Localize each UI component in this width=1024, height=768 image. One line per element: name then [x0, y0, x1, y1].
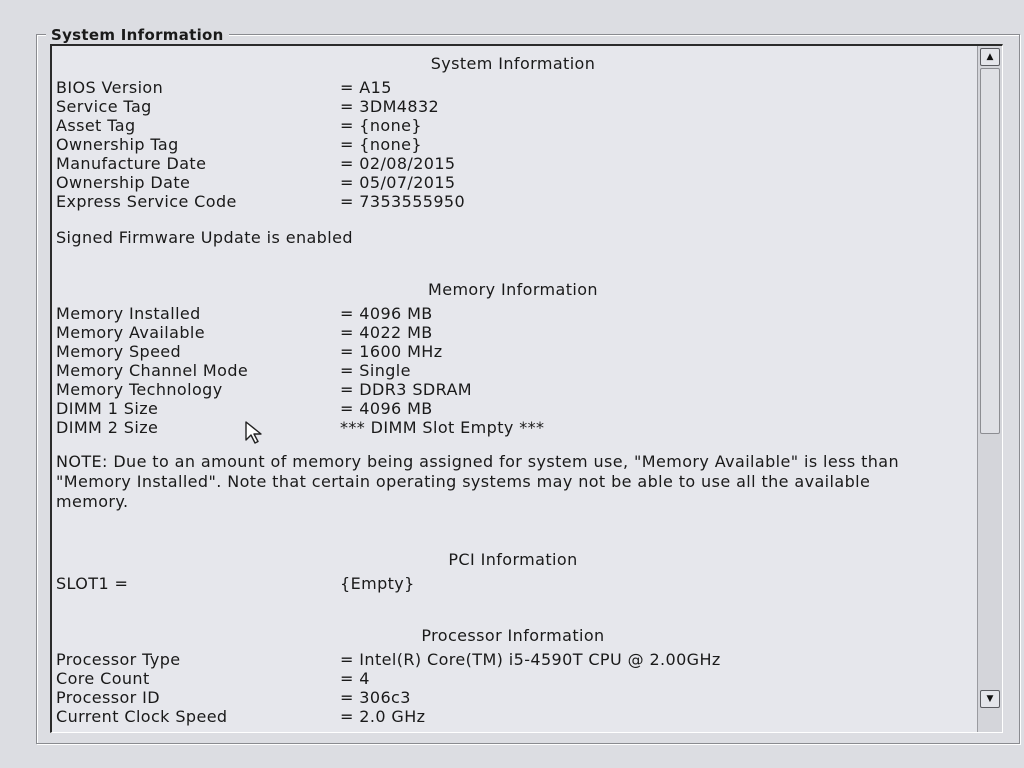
memory-note: NOTE: Due to an amount of memory being assigned for system use, "Memory Available" is less than "Memory Installed". Note that certain operating systems may not be able to use all the available memory. — [56, 452, 900, 511]
info-content — [56, 50, 970, 732]
section-title-pci: PCI Information — [448, 550, 578, 569]
row-label: DIMM 2 Size — [56, 418, 159, 437]
system-info-panel[interactable] — [50, 44, 1003, 733]
row-label: Memory Technology — [56, 380, 223, 399]
group-title: System Information — [46, 26, 229, 44]
info-row-ownership-tag — [56, 135, 956, 155]
row-value: = 7353555950 — [340, 192, 466, 211]
row-label: Memory Speed — [56, 342, 182, 361]
row-value: = A15 — [340, 78, 392, 97]
row-label: Processor ID — [56, 688, 160, 707]
info-row-express-service-code — [56, 192, 956, 212]
scroll-down-button[interactable] — [980, 690, 1000, 708]
info-row-memory-available — [56, 323, 956, 343]
row-label: Manufacture Date — [56, 154, 207, 173]
info-row-memory-speed — [56, 342, 956, 362]
row-value: = 05/07/2015 — [340, 173, 456, 192]
row-label: SLOT1 = — [56, 574, 129, 593]
row-value: = 02/08/2015 — [340, 154, 456, 173]
firmware-update-status: Signed Firmware Update is enabled — [56, 228, 353, 247]
row-label: Memory Available — [56, 323, 205, 342]
info-row-current-clock-speed — [56, 707, 956, 727]
row-label: Core Count — [56, 669, 150, 688]
mouse-pointer-icon — [244, 420, 266, 446]
row-value: = DDR3 SDRAM — [340, 380, 473, 399]
row-value: = Single — [340, 361, 411, 380]
triangle-down-icon: ▼ — [986, 694, 994, 704]
info-row-memory-installed — [56, 304, 956, 324]
row-value: = {none} — [340, 135, 422, 154]
section-title-memory: Memory Information — [428, 280, 598, 299]
row-value: *** DIMM Slot Empty *** — [340, 418, 545, 437]
row-value: = 2.0 GHz — [340, 707, 426, 726]
row-value: = 4096 MB — [340, 399, 433, 418]
row-value: = Intel(R) Core(TM) i5-4590T CPU @ 2.00GHz — [340, 650, 721, 669]
row-label: Memory Channel Mode — [56, 361, 249, 380]
row-label: Processor Type — [56, 650, 181, 669]
info-row-bios-version — [56, 78, 956, 98]
info-row-core-count — [56, 669, 956, 689]
row-value: = 1600 MHz — [340, 342, 443, 361]
info-row-manufacture-date — [56, 154, 956, 174]
info-row-dimm1-size — [56, 399, 956, 419]
row-label: Express Service Code — [56, 192, 237, 211]
info-row-dimm2-size — [56, 418, 956, 438]
scrollbar-thumb[interactable] — [980, 68, 1000, 434]
row-label: Current Clock Speed — [56, 707, 228, 726]
row-value: = 4 — [340, 669, 370, 688]
row-label: BIOS Version — [56, 78, 164, 97]
info-row-memory-technology — [56, 380, 956, 400]
row-label: DIMM 1 Size — [56, 399, 159, 418]
scroll-up-button[interactable] — [980, 48, 1000, 66]
section-title-system: System Information — [430, 54, 596, 73]
row-value: = {none} — [340, 116, 422, 135]
row-value: = 306c3 — [340, 688, 411, 707]
row-label: Asset Tag — [56, 116, 136, 135]
info-row-slot1 — [56, 574, 956, 594]
section-title-processor: Processor Information — [421, 626, 605, 645]
info-row-ownership-date — [56, 173, 956, 193]
info-row-service-tag — [56, 97, 956, 117]
row-label: Ownership Date — [56, 173, 191, 192]
info-row-memory-channel-mode — [56, 361, 956, 381]
info-row-processor-type — [56, 650, 956, 670]
triangle-up-icon: ▲ — [986, 52, 994, 62]
row-value: = 4096 MB — [340, 304, 433, 323]
row-value: = 4022 MB — [340, 323, 433, 342]
row-value: {Empty} — [340, 574, 415, 593]
row-label: Service Tag — [56, 97, 152, 116]
vertical-scrollbar[interactable] — [977, 46, 1002, 732]
info-row-processor-id — [56, 688, 956, 708]
row-value: = 3DM4832 — [340, 97, 440, 116]
info-row-asset-tag — [56, 116, 956, 136]
row-label: Ownership Tag — [56, 135, 179, 154]
row-label: Memory Installed — [56, 304, 201, 323]
